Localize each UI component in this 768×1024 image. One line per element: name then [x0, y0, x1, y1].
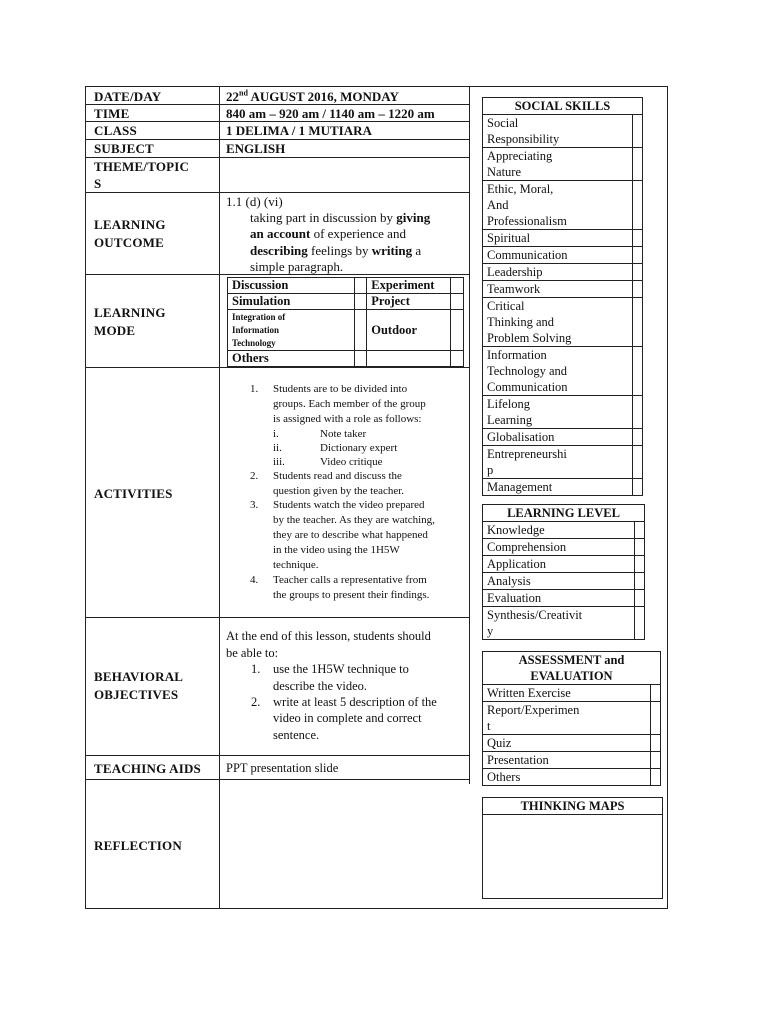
mode-outdoor-checkbox[interactable]: [451, 310, 464, 351]
social-skills-checkbox[interactable]: [633, 230, 643, 247]
social-skills-checkbox[interactable]: [633, 148, 643, 181]
social-skills-item: [483, 479, 633, 496]
assessment-item: [483, 702, 651, 735]
learning-level-item-label: Evaluation: [487, 591, 542, 605]
assessment-item-label: Report/Experimen: [487, 703, 580, 717]
mode-simulation: Simulation: [228, 294, 355, 310]
social-skills-item-label: Nature: [487, 165, 522, 179]
learning-level-checkbox[interactable]: [635, 590, 645, 607]
social-skills-item-label: Globalisation: [487, 430, 555, 444]
learning-level-item: [483, 556, 635, 573]
objective-2-line-1: write at least 5 description of the: [273, 695, 437, 709]
learning-level-item-label: Knowledge: [487, 523, 545, 537]
behavioral-label-cont: OBJECTIVES: [94, 687, 179, 702]
row-rule: [85, 617, 470, 618]
social-skills-checkbox[interactable]: [633, 281, 643, 298]
activity-3-line-1: Students watch the video prepared: [273, 499, 425, 511]
social-skills-item-label: Responsibility: [487, 132, 560, 146]
role-1-text: Note taker: [320, 428, 367, 440]
mode-discussion-checkbox[interactable]: [354, 278, 367, 294]
social-skills-checkbox[interactable]: [633, 264, 643, 281]
mode-simulation-checkbox[interactable]: [354, 294, 367, 310]
activity-2-num: 2.: [250, 470, 259, 482]
activity-4-line-1: Teacher calls a representative from: [273, 574, 427, 586]
social-skills-checkbox[interactable]: [633, 247, 643, 264]
activity-1-line-2: groups. Each member of the group: [273, 398, 426, 410]
social-skills-checkbox[interactable]: [633, 115, 643, 148]
role-1-num: i.: [273, 428, 279, 440]
social-skills-item-label: Appreciating: [487, 149, 553, 163]
integration-line-3: Technology: [232, 338, 276, 348]
mode-others: Others: [228, 351, 355, 367]
objective-1-line-2: describe the video.: [273, 679, 368, 693]
social-skills-item-label: Teamwork: [487, 282, 541, 296]
social-skills-item-label: Communication: [487, 248, 568, 262]
social-skills-item-label: Ethic, Moral,: [487, 182, 554, 196]
learning-level-item-label: y: [487, 624, 494, 638]
social-skills-item-label: Management: [487, 480, 553, 494]
assessment-checkbox[interactable]: [651, 685, 661, 702]
learning-level-item: [483, 573, 635, 590]
behavioral-intro-1: At the end of this lesson, students should: [226, 629, 431, 643]
thinking-maps-box: [482, 797, 663, 899]
social-skills-checkbox[interactable]: [633, 429, 643, 446]
subject-value: ENGLISH: [226, 141, 286, 156]
assessment-item-label: Written Exercise: [487, 686, 571, 700]
activity-4-num: 4.: [250, 574, 259, 586]
assessment-checkbox[interactable]: [651, 735, 661, 752]
social-skills-item: [483, 298, 633, 347]
activity-3-num: 3.: [250, 499, 259, 511]
class-value: 1 DELIMA / 1 MUTIARA: [226, 123, 372, 138]
mode-others-checkbox[interactable]: [354, 351, 367, 367]
mode-project: Project: [367, 294, 451, 310]
outcome-code: 1.1 (d) (vi): [226, 194, 283, 209]
role-3-num: iii.: [273, 456, 285, 468]
social-skills-item: [483, 396, 633, 429]
activity-3-line-4: in the video using the 1H5W: [273, 544, 400, 556]
role-3-text: Video critique: [320, 456, 383, 468]
social-skills-item-label: Professionalism: [487, 214, 567, 228]
social-skills-item: [483, 347, 633, 396]
mode-project-checkbox[interactable]: [451, 294, 464, 310]
social-skills-title: SOCIAL SKILLS: [483, 98, 643, 115]
time-label: TIME: [94, 106, 130, 121]
activity-1-line-1: Students are to be divided into: [273, 383, 408, 395]
learning-level-table: [482, 504, 645, 640]
social-skills-item-label: And: [487, 198, 509, 212]
social-skills-item: [483, 429, 633, 446]
social-skills-checkbox[interactable]: [633, 479, 643, 496]
learning-mode-label: LEARNING: [94, 305, 166, 320]
assessment-title-line-2: EVALUATION: [530, 669, 613, 683]
assessment-checkbox[interactable]: [651, 769, 661, 786]
social-skills-checkbox[interactable]: [633, 181, 643, 230]
social-skills-item: [483, 264, 633, 281]
assessment-title: [483, 652, 661, 685]
objective-2-num: 2.: [251, 695, 261, 709]
social-skills-item: [483, 148, 633, 181]
social-skills-checkbox[interactable]: [633, 347, 643, 396]
assessment-item-label: t: [487, 719, 491, 733]
social-skills-item: [483, 281, 633, 298]
learning-level-item: [483, 590, 635, 607]
learning-level-checkbox[interactable]: [635, 539, 645, 556]
role-2-text: Dictionary expert: [320, 442, 398, 454]
subject-label: SUBJECT: [94, 141, 154, 156]
activity-2-line-1: Students read and discuss the: [273, 470, 402, 482]
date-value: 22nd AUGUST 2016, MONDAY: [226, 88, 399, 104]
activity-2-line-2: question given by the teacher.: [273, 485, 405, 497]
outcome-line-4: simple paragraph.: [250, 259, 344, 274]
behavioral-label: BEHAVIORAL: [94, 669, 184, 684]
class-label: CLASS: [94, 123, 137, 138]
objective-1-num: 1.: [251, 662, 261, 676]
row-rule: [85, 755, 470, 756]
learning-level-item: [483, 607, 635, 640]
activity-1-line-3: is assigned with a role as follows:: [273, 413, 422, 425]
mode-discussion: Discussion: [228, 278, 355, 294]
social-skills-item-label: Information: [487, 348, 547, 362]
social-skills-item-label: Leadership: [487, 265, 543, 279]
role-2-num: ii.: [273, 442, 282, 454]
activity-1-num: 1.: [250, 383, 259, 395]
assessment-table: [482, 651, 661, 786]
social-skills-item: [483, 446, 633, 479]
thinking-maps-title: THINKING MAPS: [483, 798, 662, 815]
learning-outcome-label-cont: OUTCOME: [94, 235, 165, 250]
mode-experiment-checkbox[interactable]: [451, 278, 464, 294]
learning-level-item-label: Analysis: [487, 574, 531, 588]
social-skills-item-label: p: [487, 463, 494, 477]
objective-1-line-1: use the 1H5W technique to: [273, 662, 409, 676]
objective-2-line-2: video in complete and correct: [273, 711, 422, 725]
column-divider: [219, 86, 220, 909]
outcome-line-2: an account of experience and: [250, 226, 406, 241]
learning-mode-label-cont: MODE: [94, 323, 136, 338]
row-rule: [85, 779, 470, 780]
learning-mode-grid: [227, 277, 464, 367]
social-skills-item: [483, 181, 633, 230]
outcome-line-1: taking part in discussion by giving: [250, 210, 431, 225]
activity-4-line-2: the groups to present their findings.: [273, 589, 430, 601]
learning-level-item-label: Synthesis/Creativit: [487, 608, 583, 622]
social-skills-item-label: Entrepreneurshi: [487, 447, 567, 461]
assessment-item: [483, 685, 651, 702]
social-skills-item-label: Thinking and: [487, 315, 555, 329]
teaching-aids-label: TEACHING AIDS: [94, 761, 201, 776]
activities-label: ACTIVITIES: [94, 486, 173, 501]
learning-level-checkbox[interactable]: [635, 556, 645, 573]
social-skills-item: [483, 115, 633, 148]
learning-level-checkbox[interactable]: [635, 522, 645, 539]
social-skills-item-label: Communication: [487, 380, 568, 394]
outcome-line-3: describing feelings by writing a: [250, 243, 422, 258]
time-value: 840 am – 920 am / 1140 am – 1220 am: [226, 106, 435, 121]
assessment-item-label: Others: [487, 770, 521, 784]
objective-2-line-3: sentence.: [273, 728, 320, 742]
reflection-label: REFLECTION: [94, 838, 182, 853]
integration-line-1: Integration of: [232, 312, 286, 322]
theme-label: THEME/TOPIC: [94, 159, 190, 174]
social-skills-item-label: Problem Solving: [487, 331, 572, 345]
mode-outdoor: Outdoor: [367, 310, 451, 351]
assessment-item: [483, 735, 651, 752]
activity-3-line-5: technique.: [273, 559, 319, 571]
social-skills-table: [482, 97, 643, 496]
assessment-checkbox[interactable]: [651, 702, 661, 735]
behavioral-intro-2: be able to:: [226, 646, 279, 660]
assessment-title-line-1: ASSESSMENT and: [518, 653, 625, 667]
assessment-item-label: Presentation: [487, 753, 549, 767]
mode-empty-checkbox[interactable]: [451, 351, 464, 367]
social-skills-item-label: Lifelong: [487, 397, 531, 411]
learning-level-checkbox[interactable]: [635, 573, 645, 590]
social-skills-item: [483, 247, 633, 264]
teaching-aids-value: PPT presentation slide: [226, 761, 339, 775]
date-label: DATE/DAY: [94, 89, 162, 104]
theme-label-cont: S: [94, 176, 102, 191]
social-skills-checkbox[interactable]: [633, 396, 643, 429]
table-right-border: [469, 86, 470, 784]
social-skills-item: [483, 230, 633, 247]
learning-level-item-label: Comprehension: [487, 540, 567, 554]
activity-3-line-2: by the teacher. As they are watching,: [273, 514, 435, 526]
row-rule: [85, 367, 470, 368]
mode-experiment: Experiment: [367, 278, 451, 294]
integration-line-2: Information: [232, 325, 279, 335]
assessment-item-label: Quiz: [487, 736, 512, 750]
social-skills-item-label: Social: [487, 116, 519, 130]
social-skills-item-label: Learning: [487, 413, 533, 427]
learning-level-item: [483, 522, 635, 539]
assessment-item: [483, 769, 651, 786]
social-skills-item-label: Critical: [487, 299, 525, 313]
mode-empty: [367, 351, 451, 367]
assessment-checkbox[interactable]: [651, 752, 661, 769]
assessment-item: [483, 752, 651, 769]
social-skills-checkbox[interactable]: [633, 298, 643, 347]
social-skills-item-label: Spiritual: [487, 231, 531, 245]
learning-level-title: LEARNING LEVEL: [483, 505, 645, 522]
activity-3-line-3: they are to describe what happened: [273, 529, 428, 541]
learning-level-item-label: Application: [487, 557, 547, 571]
mode-integration-checkbox[interactable]: [354, 310, 367, 351]
learning-level-checkbox[interactable]: [635, 607, 645, 640]
learning-level-item: [483, 539, 635, 556]
social-skills-checkbox[interactable]: [633, 446, 643, 479]
social-skills-item-label: Technology and: [487, 364, 568, 378]
learning-outcome-label: LEARNING: [94, 217, 166, 232]
mode-integration: [228, 310, 355, 351]
